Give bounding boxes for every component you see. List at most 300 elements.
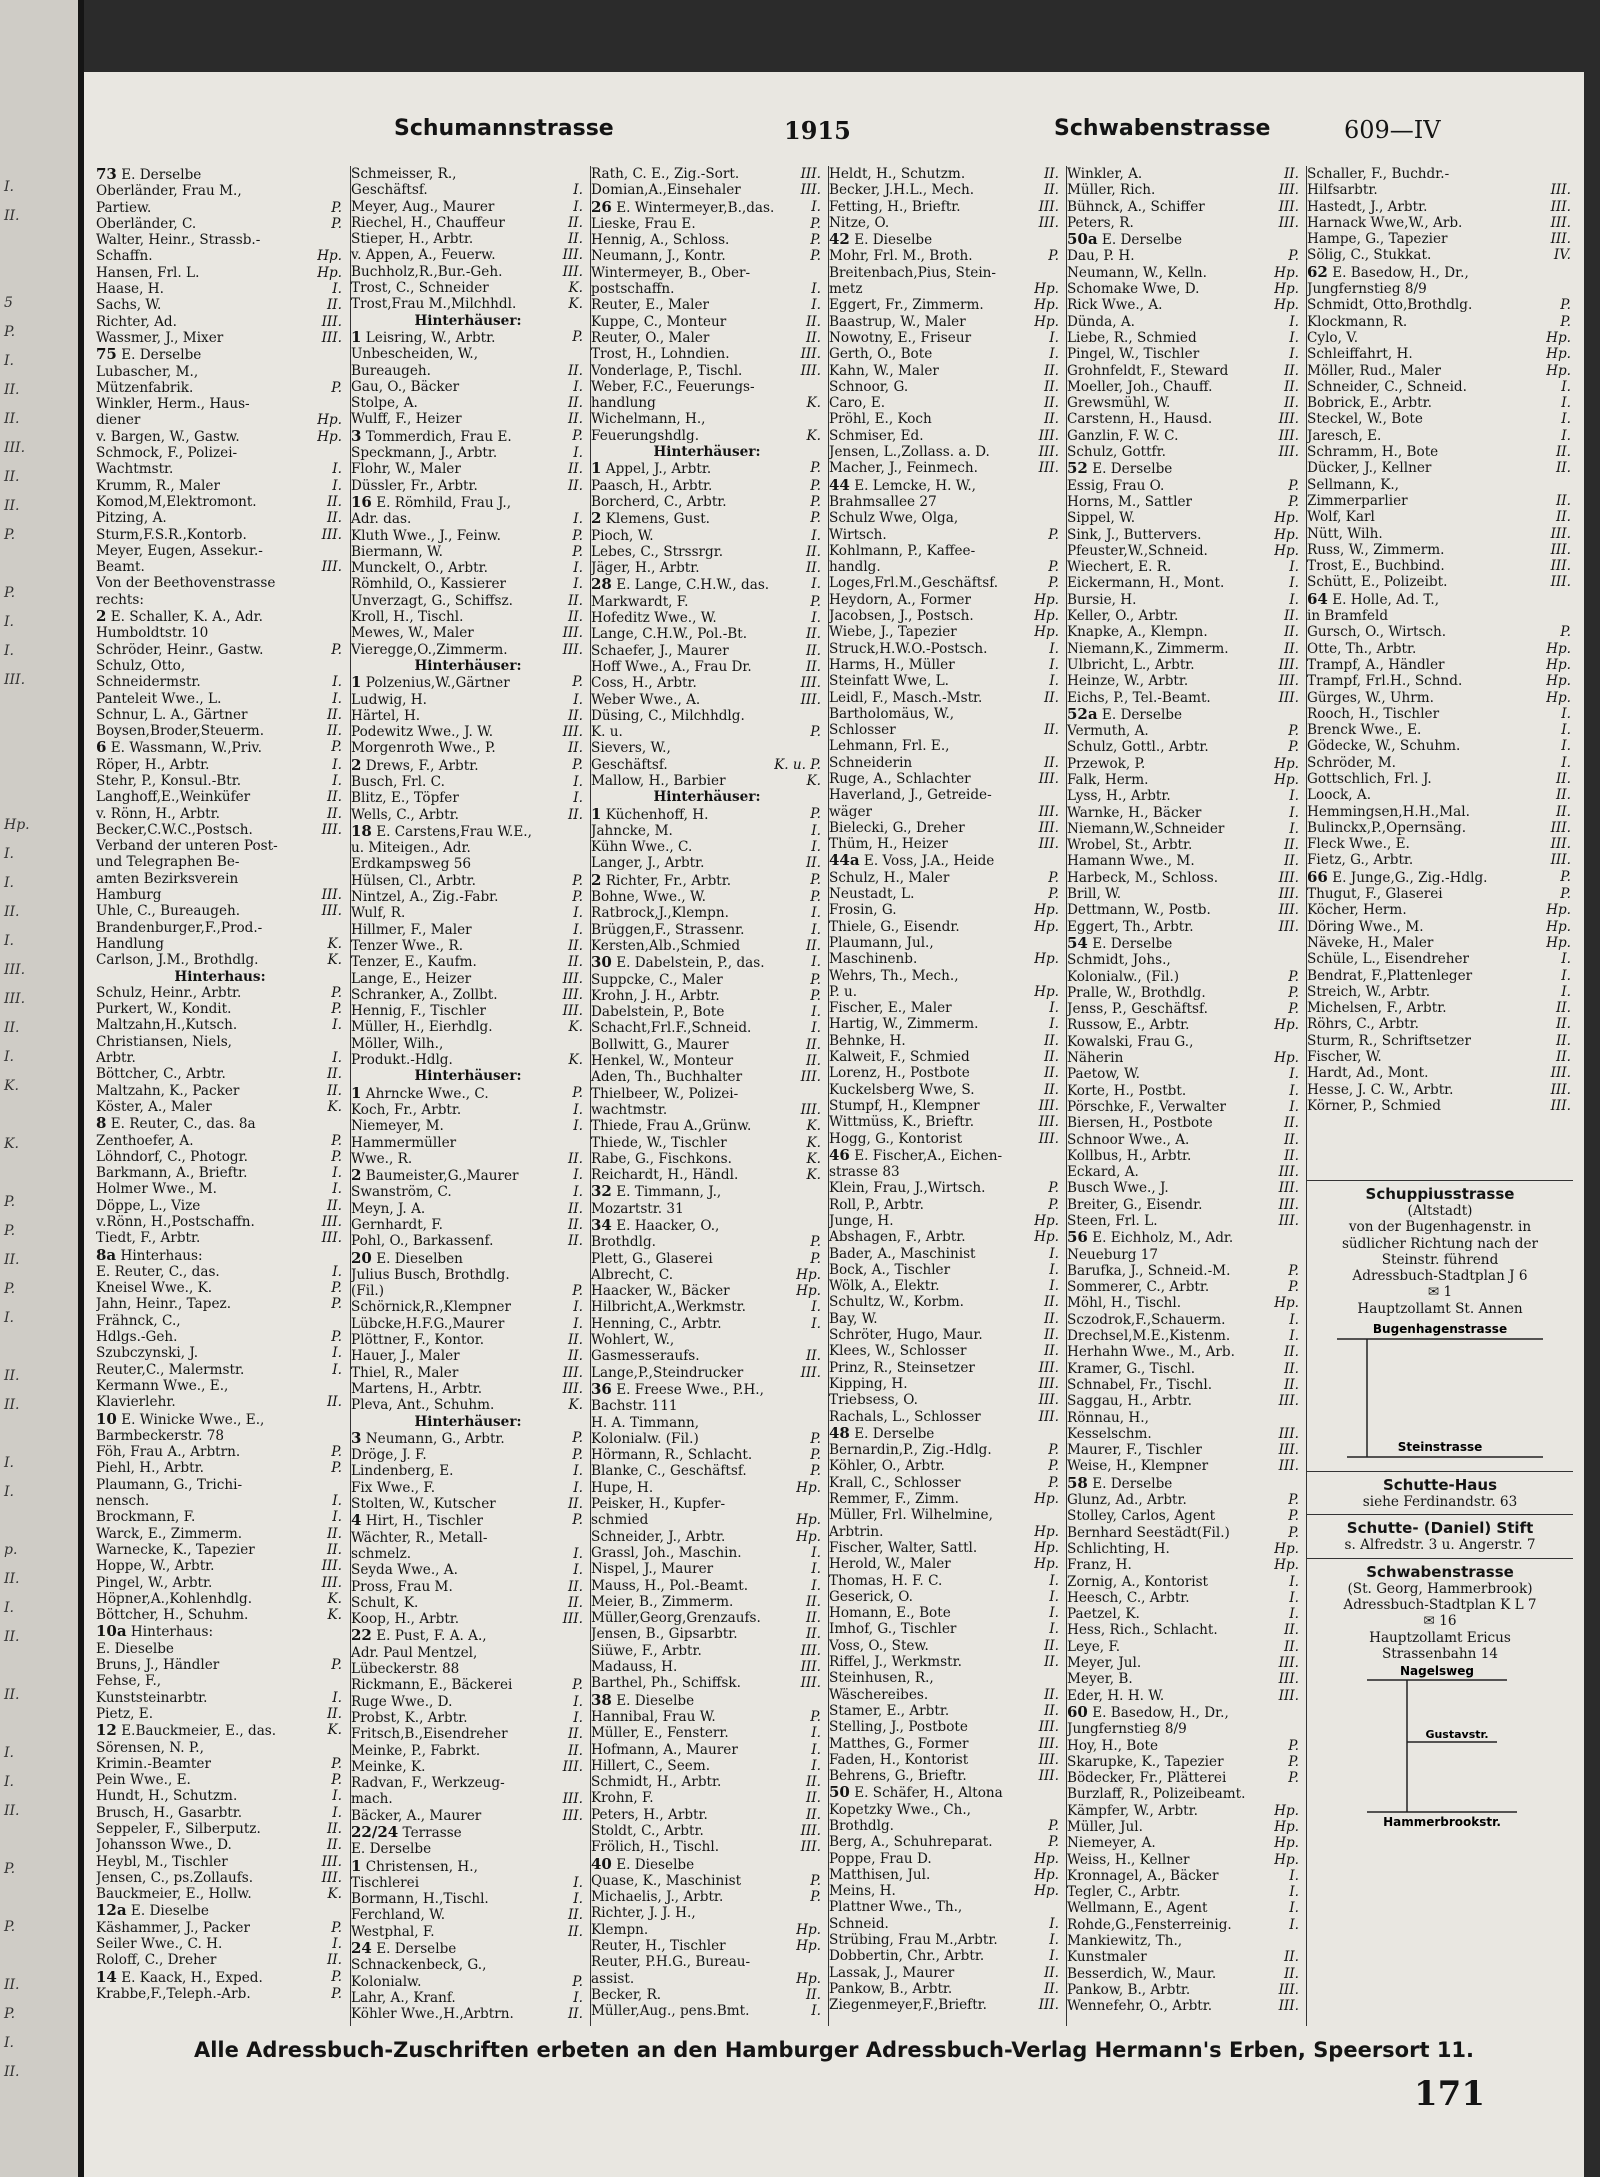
house-number: 2	[591, 871, 602, 889]
entry-floor: P.	[810, 493, 821, 510]
entry-text: 12 E.Bauckmeier, E., das.	[96, 1722, 277, 1740]
entry-text: Wachtmstr.	[96, 461, 174, 478]
entry-floor: II.	[805, 543, 821, 560]
entry-floor: II.	[1043, 1081, 1059, 1098]
entry-text: Schneid.	[829, 1915, 889, 1932]
directory-entry	[96, 1673, 344, 1689]
entry-floor: Hp.	[1034, 1523, 1059, 1540]
directory-entry	[351, 1710, 585, 1726]
entry-floor: I.	[1049, 1588, 1059, 1605]
directory-entry	[1307, 460, 1573, 476]
entry-text: Wohlert, W.,	[591, 1332, 675, 1349]
entry-floor: II.	[1555, 803, 1571, 820]
entry-floor: III.	[321, 329, 342, 346]
directory-entry	[1067, 1426, 1301, 1442]
entry-text: Heesch, C., Arbtr.	[1067, 1589, 1190, 1606]
entry-floor: I.	[811, 921, 821, 938]
entry-floor: II.	[1043, 722, 1059, 739]
directory-entry	[1067, 1328, 1301, 1344]
entry-text: Hastedt, J., Arbtr.	[1307, 198, 1428, 215]
entry-text: Grohnfeldt, F., Steward	[1067, 362, 1229, 379]
entry-floor: P.	[1048, 1196, 1059, 1213]
entry-text: Riffel, J., Werkmstr.	[829, 1654, 962, 1671]
entry-floor: II.	[805, 1053, 821, 1070]
entry-floor: P.	[810, 1708, 821, 1725]
entry-text: Schulz, Gottfr.	[1067, 444, 1166, 461]
entry-text: Köhler, O., Arbtr.	[829, 1458, 945, 1475]
entry-floor: III.	[1278, 411, 1299, 428]
entry-floor: I.	[573, 1184, 583, 1201]
facing-page-fragment: K.	[4, 1136, 19, 1152]
page-number: 171	[1414, 2074, 1485, 2114]
entry-floor: Hp.	[1274, 281, 1299, 298]
house-number: 24	[351, 1940, 372, 1958]
box-line: südlicher Richtung nach der	[1341, 1235, 1539, 1252]
directory-entry	[829, 314, 1061, 330]
entry-text: Thiede, Frau A.,Grünw.	[591, 1118, 752, 1135]
directory-entry	[96, 380, 344, 396]
entry-floor: K.	[568, 1052, 583, 1069]
directory-entry	[351, 609, 585, 625]
entry-floor: I.	[573, 378, 583, 395]
house-number: 1	[351, 328, 362, 346]
entry-text: Morgenroth Wwe., P.	[351, 740, 496, 757]
directory-entry	[1307, 428, 1573, 444]
directory-entry	[351, 1694, 585, 1710]
directory-entry	[351, 1990, 585, 2006]
entry-text: Näherin	[1067, 1050, 1124, 1067]
directory-entry	[1067, 1525, 1301, 1541]
directory-entry	[1067, 1001, 1301, 1017]
entry-floor: II.	[1043, 1702, 1059, 1719]
directory-entry	[96, 1247, 344, 1264]
directory-entry	[96, 1575, 344, 1591]
directory-entry	[351, 280, 585, 296]
directory-entry	[96, 478, 344, 494]
directory-entry	[1067, 1933, 1301, 1949]
entry-text: Humboldtstr. 10	[96, 625, 209, 642]
entry-floor: II.	[805, 626, 821, 643]
directory-entry	[1067, 657, 1301, 673]
entry-text: Rachals, L., Schlosser	[829, 1408, 981, 1425]
entry-floor: I.	[1289, 1867, 1299, 1884]
entry-text: 12a E. Dieselbe	[96, 1902, 209, 1920]
entry-text: Becker,C.W.C.,Postsch.	[96, 821, 253, 838]
directory-entry	[351, 1003, 585, 1019]
house-number: 52	[1067, 460, 1088, 478]
post-office-icon-line: ✉ 16	[1423, 1613, 1457, 1630]
directory-entry	[351, 445, 585, 461]
entry-text: Madauss, H.	[591, 1659, 678, 1676]
entry-floor: K.	[806, 395, 821, 412]
directory-entry	[1307, 673, 1573, 689]
entry-text: Pietz, E.	[96, 1705, 154, 1722]
directory-entry	[96, 1902, 344, 1919]
entry-floor: P.	[572, 1512, 583, 1529]
directory-entry	[1307, 608, 1573, 624]
entry-floor: P.	[810, 1250, 821, 1267]
directory-entry	[591, 1971, 823, 1987]
directory-entry	[96, 674, 344, 690]
directory-entry	[829, 1000, 1061, 1016]
directory-entry	[829, 1752, 1061, 1768]
directory-entry	[829, 1033, 1061, 1049]
directory-entry	[96, 1066, 344, 1082]
entry-floor: K.	[327, 1607, 342, 1624]
entry-text: Jensen, B., Gipsarbtr.	[591, 1626, 738, 1643]
entry-text: Schmiser, Ed.	[829, 427, 924, 444]
entry-text: Bäcker, A., Maurer	[351, 1807, 482, 1824]
entry-floor: K.	[806, 1150, 821, 1167]
directory-entry	[1067, 1541, 1301, 1557]
directory-entry	[96, 543, 344, 559]
entry-floor: P.	[1288, 739, 1299, 756]
entry-floor: Hp.	[317, 428, 342, 445]
directory-entry	[1067, 1361, 1301, 1377]
entry-floor: I.	[573, 773, 583, 790]
entry-text: Boysen,Broder,Steuerm.	[96, 723, 265, 740]
entry-floor: III.	[1278, 444, 1299, 461]
directory-entry	[829, 1507, 1061, 1523]
entry-floor: Hp.	[1274, 755, 1299, 772]
entry-floor: II.	[567, 1907, 583, 1924]
directory-entry	[591, 1545, 823, 1561]
entry-floor: P.	[810, 971, 821, 988]
entry-floor: III.	[1278, 1442, 1299, 1459]
entry-text: Wichelmann, H.,	[591, 411, 706, 428]
entry-text: Wennefehr, O., Arbtr.	[1067, 1998, 1213, 2015]
directory-entry	[351, 1974, 585, 1990]
entry-floor: II.	[1043, 1065, 1059, 1082]
entry-floor: P.	[572, 527, 583, 544]
entry-floor: III.	[1278, 1213, 1299, 1229]
entry-text: Homann, E., Bote	[829, 1605, 951, 1622]
entry-floor: III.	[800, 1839, 821, 1856]
directory-entry	[591, 1431, 823, 1447]
entry-text: Schulz, H., Maler	[829, 869, 950, 886]
directory-entry	[829, 1082, 1061, 1098]
directory-entry	[591, 1151, 823, 1167]
directory-entry	[1067, 837, 1301, 853]
directory-entry	[1307, 657, 1573, 673]
directory-entry	[1307, 706, 1573, 722]
entry-floor: II.	[567, 1496, 583, 1513]
directory-entry	[591, 1201, 823, 1217]
directory-entry	[351, 544, 585, 560]
entry-floor: P.	[810, 1872, 821, 1889]
directory-entry	[351, 1907, 585, 1923]
directory-entry	[351, 395, 585, 411]
entry-text: Wiebe, J., Tapezier	[829, 624, 957, 641]
entry-text: Glunz, Ad., Arbtr.	[1067, 1492, 1187, 1509]
entry-floor: II.	[1283, 362, 1299, 379]
directory-entry	[1067, 1622, 1301, 1638]
entry-floor: Hp.	[1034, 1229, 1059, 1246]
entry-text: Meinke, P., Fabrkt.	[351, 1742, 481, 1759]
directory-entry	[1067, 985, 1301, 1001]
entry-text: Neumann, J., Kontr.	[591, 248, 726, 265]
directory-entry	[829, 248, 1061, 264]
entry-floor: III.	[1550, 541, 1571, 558]
entry-text: 22/24 Terrasse	[351, 1823, 462, 1841]
entry-text: Herhahn Wwe., M., Arb.	[1067, 1344, 1235, 1361]
entry-text: Dücker, J., Kellner	[1307, 460, 1432, 477]
directory-entry	[1067, 248, 1301, 264]
entry-text: Peisker, H., Kupfer-	[591, 1496, 726, 1513]
entry-floor: II.	[1555, 787, 1571, 804]
entry-floor: P.	[1288, 1279, 1299, 1296]
directory-entry	[591, 1839, 823, 1855]
directory-entry	[351, 346, 585, 362]
entry-text: Trost,Frau M.,Milchhdl.	[351, 296, 517, 313]
entry-text: Gernhardt, F.	[351, 1217, 443, 1233]
directory-columns	[96, 166, 1572, 2026]
directory-entry	[96, 1296, 344, 1312]
entry-text: Dabelstein, P., Bote	[591, 1004, 725, 1021]
directory-entry	[829, 1556, 1061, 1572]
entry-text: Pleva, Ant., Schuhm.	[351, 1397, 495, 1414]
directory-entry	[591, 346, 823, 362]
directory-entry	[829, 1638, 1061, 1654]
entry-floor: Hp.	[1034, 1866, 1059, 1883]
directory-entry	[96, 1854, 344, 1870]
entry-text: Rick Wwe., A.	[1067, 297, 1163, 314]
entry-text: 2 Drews, F., Arbtr.	[351, 756, 479, 774]
directory-entry	[829, 1131, 1061, 1147]
entry-floor: P.	[810, 1447, 821, 1464]
entry-floor: II.	[326, 1066, 342, 1083]
entry-text: Stolley, Carlos, Agent	[1067, 1508, 1216, 1525]
facing-page-fragment: II.	[4, 1687, 20, 1703]
entry-text: Buchholz,R.,Bur.-Geh.	[351, 263, 503, 280]
entry-text: Peters, R.	[1067, 214, 1134, 231]
entry-text: 30 E. Dabelstein, P., das.	[591, 954, 765, 972]
entry-text: Thugut, F., Glaserei	[1307, 886, 1443, 903]
directory-entry	[96, 1607, 344, 1623]
entry-text: Schütt, E., Polizeibt.	[1307, 574, 1448, 591]
directory-entry	[1307, 395, 1573, 411]
directory-entry	[1307, 509, 1573, 525]
directory-entry	[1307, 624, 1573, 640]
entry-floor: P.	[572, 756, 583, 773]
entry-floor: II.	[1283, 1147, 1299, 1164]
entry-text: Bollwitt, G., Maurer	[591, 1036, 729, 1053]
entry-floor: II.	[567, 477, 583, 494]
entry-floor: III.	[1278, 1998, 1299, 2015]
entry-text: Grewsmühl, W.	[1067, 395, 1171, 412]
directory-entry	[829, 1670, 1061, 1686]
directory-entry	[591, 708, 823, 724]
entry-text: Plett, G., Glaserei	[591, 1250, 713, 1267]
directory-entry	[829, 1883, 1061, 1899]
directory-entry	[829, 1736, 1061, 1752]
facing-page-fragment: III.	[4, 672, 26, 688]
entry-text: Domian,A.,Einsehaler	[591, 182, 741, 199]
directory-entry	[351, 1135, 585, 1151]
entry-text: Hinterhäuser:	[414, 1413, 522, 1430]
directory-entry	[96, 1460, 344, 1476]
directory-entry	[829, 1262, 1061, 1278]
entry-text: Roloff, C., Dreher	[96, 1952, 217, 1969]
entry-floor: P.	[572, 1283, 583, 1300]
directory-entry	[1307, 902, 1573, 918]
entry-text: 1 Leisring, W., Arbtr.	[351, 328, 496, 346]
entry-floor: II.	[1043, 1654, 1059, 1671]
directory-entry	[829, 1425, 1061, 1442]
entry-floor: II.	[567, 1594, 583, 1611]
entry-text: Schulz Wwe, Olga,	[829, 510, 959, 527]
entry-floor: III.	[1550, 836, 1571, 853]
entry-text: Bödecker, Fr., Plätterei	[1067, 1770, 1227, 1787]
entry-text: Meyer, Aug., Maurer	[351, 198, 495, 215]
directory-entry	[591, 1332, 823, 1348]
directory-entry	[1067, 478, 1301, 494]
directory-entry	[591, 1234, 823, 1250]
directory-entry	[1067, 1606, 1301, 1622]
header-page-reference: 609—IV	[1344, 116, 1441, 144]
house-number: 20	[351, 1249, 372, 1267]
entry-text: Meyer, Eugen, Assekur.-	[96, 542, 263, 559]
entry-text: Matthisen, Jul.	[829, 1866, 931, 1883]
directory-entry	[351, 461, 585, 477]
entry-floor: II.	[1555, 1032, 1571, 1049]
entry-text: Warnke, H., Bäcker	[1067, 804, 1202, 821]
entry-floor: P.	[1288, 1737, 1299, 1754]
entry-text: 42 E. Dieselbe	[829, 231, 933, 249]
entry-text: assist.	[591, 1970, 635, 1987]
entry-floor: II.	[567, 1217, 583, 1233]
entry-floor: P.	[1288, 1262, 1299, 1279]
directory-entry	[1307, 1098, 1573, 1114]
directory-entry	[96, 707, 344, 723]
entry-floor: II.	[326, 1394, 342, 1411]
directory-entry	[829, 281, 1061, 297]
entry-floor: II.	[1043, 1980, 1059, 1997]
entry-floor: III.	[321, 1574, 342, 1591]
entry-text: Hess, Rich., Schlacht.	[1067, 1622, 1218, 1639]
directory-entry	[591, 1004, 823, 1020]
entry-floor: Hp.	[1034, 902, 1059, 919]
entry-floor: I.	[811, 281, 821, 298]
entry-text: Becker, R.	[591, 1986, 662, 2003]
entry-floor: Hp.	[1034, 281, 1059, 298]
entry-text: Bartholomäus, W.,	[829, 705, 955, 722]
entry-text: Kühn Wwe., C.	[591, 839, 693, 856]
entry-text: Krall, C., Schlosser	[829, 1474, 961, 1491]
entry-text: Radvan, F., Werkzeug-	[351, 1775, 505, 1792]
directory-entry	[829, 1948, 1061, 1964]
directory-entry	[96, 806, 344, 822]
directory-entry	[96, 346, 344, 363]
entry-text: Meier, B., Zimmerm.	[591, 1593, 734, 1610]
directory-entry	[1067, 428, 1301, 444]
facing-page-fragment: I.	[4, 846, 14, 862]
entry-floor: I.	[573, 1463, 583, 1480]
entry-text: Haverland, J., Getreide-	[829, 787, 992, 804]
entry-floor: II.	[567, 1200, 583, 1217]
entry-floor: II.	[1043, 166, 1059, 182]
entry-floor: I.	[1049, 1621, 1059, 1638]
entry-floor: I.	[1049, 1915, 1059, 1932]
entry-text: Neueburg 17	[1067, 1246, 1159, 1263]
entry-text: Prinz, R., Steinsetzer	[829, 1359, 975, 1376]
facing-page-fragment: II.	[4, 1803, 20, 1819]
entry-text: Abshagen, F., Arbtr.	[829, 1229, 966, 1246]
entry-text: Dettmann, W., Postb.	[1067, 902, 1211, 919]
directory-entry	[829, 1491, 1061, 1507]
entry-floor: P.	[331, 739, 342, 756]
entry-text: Köhler Wwe.,H.,Arbtrn.	[351, 2006, 514, 2023]
directory-entry	[1067, 1949, 1301, 1965]
entry-floor: I.	[1049, 1261, 1059, 1278]
entry-text: Hinterhäuser:	[653, 789, 761, 806]
entry-floor: P.	[331, 1280, 342, 1297]
entry-text: Gottschlich, Frl. J.	[1307, 770, 1432, 787]
entry-floor: II.	[1283, 1376, 1299, 1393]
entry-text: Brockmann, F.	[96, 1509, 196, 1526]
entry-text: P. u.	[829, 983, 858, 1000]
entry-text: Baastrup, W., Maler	[829, 313, 966, 330]
directory-entry	[591, 1954, 823, 1970]
directory-entry	[351, 1775, 585, 1791]
house-number: 2	[351, 1167, 362, 1185]
entry-floor: P.	[810, 248, 821, 265]
directory-entry	[351, 1365, 585, 1381]
entry-text: 14 E. Kaack, H., Exped.	[96, 1968, 263, 1986]
entry-floor: III.	[1550, 574, 1571, 591]
facing-page-fragment: 5	[4, 295, 13, 311]
entry-floor: III.	[1038, 770, 1059, 787]
entry-text: Grassl, Joh., Maschin.	[591, 1544, 742, 1561]
entry-text: Siüwe, F., Arbtr.	[591, 1642, 702, 1659]
facing-page-fragment: II.	[4, 1020, 20, 1036]
entry-floor: I.	[1289, 1916, 1299, 1933]
entry-floor: III.	[1038, 444, 1059, 461]
entry-text: Wittmüss, K., Brieftr.	[829, 1114, 975, 1131]
directory-entry	[96, 838, 344, 854]
directory-entry	[1067, 1442, 1301, 1458]
entry-text: Pein Wwe., E.	[96, 1772, 191, 1789]
directory-entry	[1067, 935, 1301, 952]
directory-entry	[1307, 247, 1573, 263]
directory-entry	[829, 870, 1061, 886]
entry-text: Sachs, W.	[96, 297, 162, 314]
entry-floor: K.	[806, 1167, 821, 1184]
directory-entry	[591, 1283, 823, 1299]
entry-floor: III.	[321, 559, 342, 576]
entry-text: Pörschke, F., Verwalter	[1067, 1098, 1227, 1115]
entry-floor: II.	[326, 723, 342, 740]
entry-floor: II.	[326, 1197, 342, 1214]
entry-text: Russ, W., Zimmerm.	[1307, 541, 1445, 558]
entry-floor: P.	[331, 1919, 342, 1936]
directory-entry	[1067, 1786, 1301, 1802]
entry-text: Gödecke, W., Schuhm.	[1307, 738, 1461, 755]
entry-text: Paetzel, K.	[1067, 1606, 1140, 1623]
directory-entry	[591, 1299, 823, 1315]
entry-text: Langhoff,E.,Weinküfer	[96, 789, 251, 806]
directory-entry	[1307, 591, 1573, 608]
entry-floor: III.	[1278, 656, 1299, 673]
entry-text: Drechsel,M.E.,Kistenm.	[1067, 1328, 1231, 1345]
directory-entry	[591, 297, 823, 313]
entry-floor: III.	[321, 903, 342, 920]
house-number: 2	[351, 756, 362, 774]
entry-text: Ruge Wwe., D.	[351, 1693, 453, 1710]
directory-entry	[1307, 444, 1573, 460]
schwabenstrasse-box	[1307, 1558, 1573, 1832]
directory-entry	[351, 1627, 585, 1644]
